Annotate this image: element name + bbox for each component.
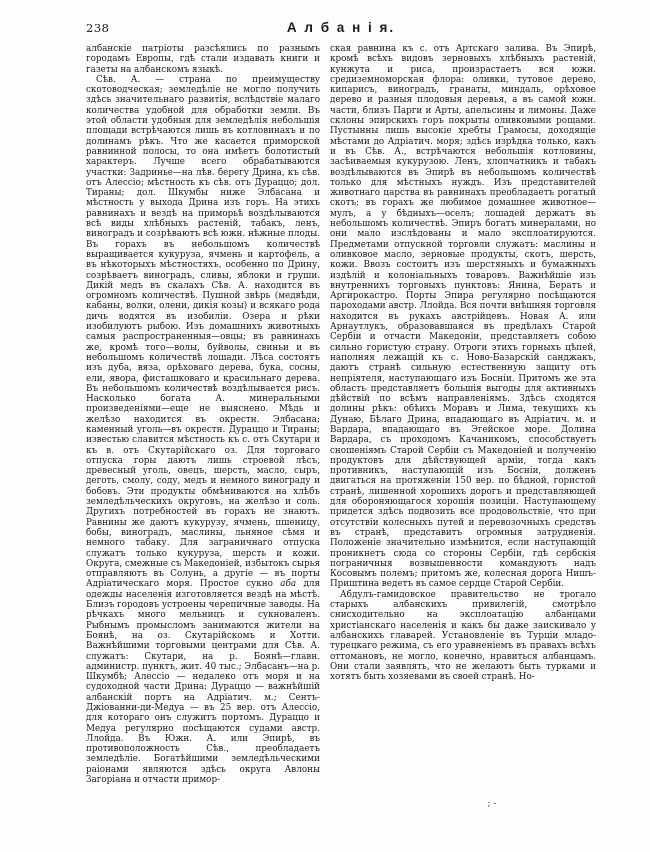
page-number: 238 xyxy=(86,21,110,35)
printers-mark: ; - xyxy=(487,799,497,809)
paragraph-epirus-new-albania: ская равнина къ с. отъ Артскаго залива. Въ Эпирѣ, кромѣ всѣхъ видовъ зерновыхъ хлѣбныхъ растеній, кунжута и риса, произрастаетъ вся южн. средиземноморская флора: оливки, тутовое дерево, кипарисъ, виноградъ, гранаты, миндаль, орѣховое дерево и разныя плодовыя деревья, а въ самой южн. части, близъ Парги и Арты, апельсины и лимоны. Даже склоны эпирскихъ горъ покрыты оливковыми рощами. Пустынны лишь высокіе хребты Грамосы, доходящіе мѣстами до Адріатич. моря; здѣсь изрѣдка только, какъ и въ Сѣв. А., встрѣчаются небольшія котловины, засѣиваемыя кукурузою. Ленъ, хлопчатникъ и табакъ воздѣлываются въ Эпирѣ въ небольшомъ количествѣ только для мѣстныхъ нуждъ. Изъ представителей животнаго царства въ равнинахъ преобладаетъ рогатый скотъ; въ горахъ же любимое домашнее животное—мулъ, а у бѣдныхъ—оселъ; лошадей держатъ въ небольшомъ количествѣ. Эпиръ богатъ минералами, но они мало изслѣдованы и мало эксплоатируются. Предметами отпускной торговли служатъ: маслины и оливковое масло, зерновые продукты, скотъ, шерсть, кожи. Ввозъ состоитъ изъ шерстяныхъ и бумажныхъ издѣлій и колоніальныхъ товаровъ. Важнѣйшіе изъ внутреннихъ торговыхъ пунктовъ: Янина, Бератъ и Аргирокастро. Порты Эпира регулярно посѣщаются пароходами австр. Ллойда. Вся почти внѣшняя торговля находится въ рукахъ австрійцевъ. Новая А. или Арнаутлукъ, образовавшаяся въ предѣлахъ Старой Сербіи и отчасти Македоніи, представляетъ собою сильно гористую страну. Отроги этихъ горныхъ цѣпей, наполняя лежащій къ с. Ново-Базарскій санджакъ, даютъ странѣ сильную естественную защиту отъ непріятеля, наступающаго изъ Босніи. Притомъ же эта область представляетъ большія выгоды для активныхъ дѣйствій по всѣмъ направленіямъ. Здѣсь сходятся долины рѣкъ: обѣихъ Моравъ и Лима, текущихъ къ Дунаю, Бѣлаго Дрина, впадающаго въ Адріатич. м. и Вардара, впадающаго въ Эгейское море. Долина Вардара, съ проходомъ Качаникомъ, способствуетъ сношеніямъ Старой Сербіи съ Македоніей и полученію продуктовъ для дѣйствующей арміи, тогда какъ противникъ, наступающій изъ Босніи, долженъ двигаться на протяженіи 150 вер. по бѣдной, гористой странѣ, лишенной хорошихъ дорогъ и представляющей для обороняющагося хорошія позиціи. Наступающему придется здѣсь подвозить все продовольствіе, что при отсутствіи колесныхъ путей и перевозочныхъ средствъ въ странѣ, представитъ огромныя затрудненія. Положеніе значительно измѣнится, если наступающій проникнетъ сюда со стороны Сербіи, гдѣ сербскія пограничныя возвышенности командуютъ надъ Косовымъ полемъ; притомъ же, колесная дорога Нишъ-Приштина ведетъ въ самое сердце Старой Сербіи. xyxy=(330,44,596,590)
italic-term-aba: аба xyxy=(280,579,297,590)
paragraph-abdul-hamid: Абдулъ-гамидовское правительство не трогало старыхъ албанскихъ привилегій, смотрѣло снисходительно на эксплоатацію албанцами христіанскаго населенія и какъ бы даже заискивало у албанскихъ главарей. Установленіе въ Турціи младо-турецкаго режима, съ его уравненіемъ въ правахъ всѣхъ оттомановъ, не могло, конечно, нравиться албанцамъ. Они стали заявлять, что не желаютъ быть турками и хотятъ быть хозяевами въ своей странѣ. Но- xyxy=(330,589,596,683)
paragraph-north-albania xyxy=(86,75,320,785)
right-column xyxy=(330,44,596,682)
left-column xyxy=(86,44,320,785)
paragraph-text: для одежды населенія изготовляется вездѣ на мѣстѣ. Близъ городовъ устроены черепичные заводы. На рѣчкахъ много мельницъ и сукноваленъ. Рыбнымъ промысломъ занимаются жители на Боянѣ, на оз. Скутарійскомъ и Хотти. Важнѣйшими торговыми центрами для Сѣв. А. служатъ: Скутари, на р. Боянѣ—главн. администр. пунктъ, жит. 40 тыс.; Элбасанъ—на р. Шкумбѣ; Алессіо — недалеко отъ моря и на судоходной части Дрина; Дураццо — важнѣйшій албанскій портъ на Адріатич. м.; Сентъ-Джіованни-ди-Медуа — въ 25 вер. отъ Алессіо, для котораго онъ служитъ портомъ. Дураццо и Медуа регулярно посѣщаются судами австр. Ллойда. Въ Южн. А. или Эпирѣ, въ противоположность Сѣв., преобладаетъ земледѣліе. Богатѣйшими земледѣльческими раіонами являются здѣсь округа Авлоны Загоріана и отчасти примор- xyxy=(86,579,321,786)
page-header xyxy=(86,18,596,40)
paragraph-continuation: албанскіе патріоты разсѣялись по разнымъ городамъ Европы, гдѣ стали издавать книги и газеты на албанскомъ языкѣ. xyxy=(86,44,320,75)
running-title: А л б а н і я. xyxy=(286,20,396,35)
paragraph-text: Сѣв. А. — страна по преимуществу скотоводческая; земледѣліе не могло получить здѣсь значительнаго развитія, вслѣдствіе малаго количества удобной для обработки земли. Въ этой области удобныя для земледѣлія небольшія площади встрѣчаются лишь въ котловинахъ и по долинамъ рѣкъ. Что же касается приморской равнинной полосы, то она имѣетъ болотистый характеръ. Лучше всего обрабатываются участки: Задринье—на лѣв. берегу Дрина, къ сѣв. отъ Алессіо; мѣстность къ сѣв. отъ Дураццо; дол. Тираны; дол. Шкумбы ниже Элбасана и мѣстность у выхода Дрина изъ горъ. На этихъ равнинахъ и вездѣ на приморьѣ воздѣлываются всѣ виды хлѣбныхъ растеній, табакъ, ленъ, виноградъ и созрѣваютъ всѣ южн. нѣжные плоды. Въ горахъ въ небольшомъ количествѣ выращивается кукуруза, ячмень и картофель, а въ нѣкоторыхъ мѣстностяхъ, особенно по Дрину, созрѣваетъ виноградъ, сливы, яблоки и груши. Дикій медъ въ скалахъ Сѣв. А. находится въ огромномъ количествѣ. Пушной звѣрь (медвѣди, кабаны, волки, олени, дикія козы) и всякаго рода дичь водятся въ изобиліи. Озера и рѣки изобилуютъ рыбою. Изъ домашнихъ животныхъ самыя распространенныя—овцы; въ равнинахъ же, кромѣ того—волы, буйволы, свиньи и въ небольшомъ количествѣ лошади. Лѣса состоятъ изъ дуба, вяза, орѣховаго дерева, бука, сосны, ели, явора, фисташковаго и красильнаго дерева. Въ небольшомъ количествѣ воздѣлывается рисъ. Насколько богата А. минеральными произведеніями—еще не выяснено. Мѣдь и желѣзо находится въ окрестн. Элбасана; каменный уголь—въ окрестн. Дураццо и Тираны; известью славится мѣстность къ с. отъ Скутари и къ в. отъ Скутарійскаго оз. Для торговаго отпуска горы даютъ лишь строевой лѣсъ, древесный уголь, овецъ, шерсть, масло, сыръ, деготь, смолу, соду, медъ и немного винограду и бобовъ. Эти продукты обмѣниваются на хлѣбъ земледѣльческихъ округовъ, на желѣзо и соль. Другихъ потребностей въ горахъ не знаютъ. Равнины же даютъ кукурузу, ячмень, пшеницу, бобы, виноградъ, маслины, льняное сѣмя и немного табаку. Для заграничнаго отпуска служатъ только кукуруза, шерсть и кожи. Округа, смежные съ Македоніей, избытокъ сырья отправляютъ въ Солунь, а другіе — въ порты Адріатическаго моря. Простое сукно xyxy=(86,74,320,590)
